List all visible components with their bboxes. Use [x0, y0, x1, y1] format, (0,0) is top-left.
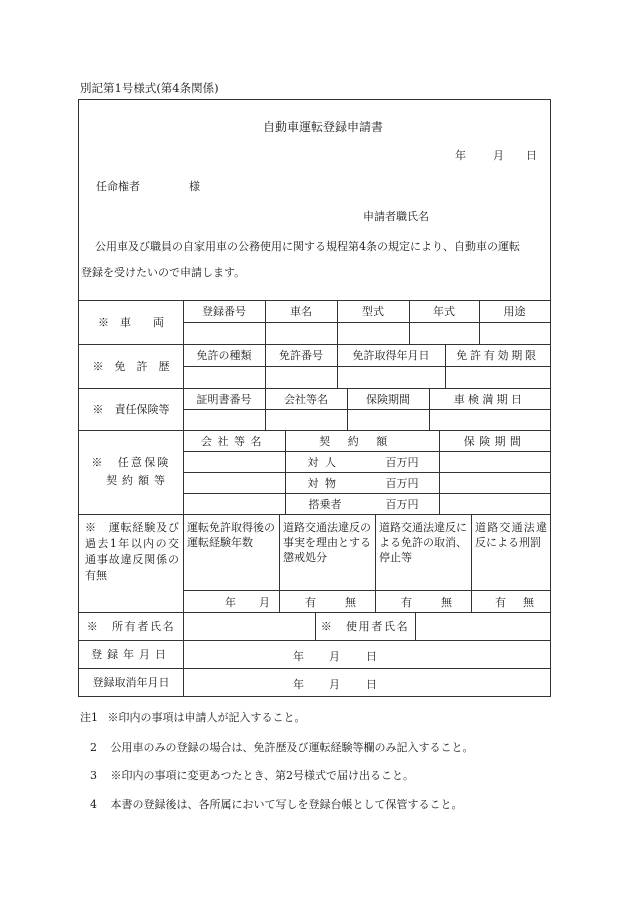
- note-3-text: ※印内の事項に変更あつたとき、第2号様式で届け出ること。: [110, 769, 415, 782]
- experience-value-month: 月: [259, 596, 270, 609]
- experience-header-years: 運転免許取得後の運転経験年数: [187, 521, 275, 549]
- vehicle-reg-no-field[interactable]: [184, 323, 264, 344]
- note-4-number: 4: [90, 798, 97, 811]
- vehicle-header-use: 用途: [503, 305, 526, 318]
- voluntary-header-company: 会社等名: [201, 434, 267, 448]
- user-name-field[interactable]: [416, 613, 550, 640]
- intro-line-1: 公用車及び職員の自家用車の公務使用に関する規程第4条の規定により、自動車の運転: [95, 240, 520, 253]
- penalty-no[interactable]: 無: [523, 596, 534, 609]
- note-4: [90, 796, 463, 812]
- voluntary-type-person: 対人: [307, 455, 343, 469]
- insurance-header-company: 会社等名: [284, 392, 328, 406]
- note-2-text: 公用車のみの登録の場合は、免許歴及び運転経験等欄のみ記入すること。: [110, 741, 474, 754]
- date-day: 日: [526, 149, 537, 162]
- discipline-no[interactable]: 無: [345, 596, 356, 609]
- insurance-period-field[interactable]: [348, 410, 428, 430]
- vehicle-year-field[interactable]: [410, 323, 478, 344]
- insurance-header-cert-no: 証明書番号: [196, 392, 252, 406]
- form-number-label: 別記第1号様式(第4条関係): [80, 81, 219, 95]
- vehicle-header-year: 年式: [433, 305, 455, 318]
- voluntary-company-field[interactable]: [184, 452, 284, 513]
- voluntary-label-line2: 契約額等: [106, 474, 170, 487]
- note-2-number: 2: [90, 741, 97, 754]
- application-form: [78, 99, 551, 697]
- cancellation-year: 年: [293, 678, 304, 691]
- voluntary-type-passenger: 搭乗者: [308, 497, 342, 511]
- experience-header-revocation: 道路交通法違反による免許の取消、停止等: [379, 521, 467, 564]
- voluntary-header-amount: 契約額: [319, 434, 405, 448]
- owner-name-field[interactable]: [184, 613, 314, 640]
- vehicle-header-model: 型式: [362, 305, 384, 318]
- vehicle-name-field[interactable]: [266, 323, 336, 344]
- insurance-inspection-field[interactable]: [430, 410, 550, 430]
- vehicle-header-reg-no: 登録番号: [202, 305, 246, 318]
- registration-day: 日: [366, 650, 377, 663]
- addressee-honorific: 様: [189, 180, 200, 193]
- note-1-number: 注1: [80, 711, 98, 724]
- registration-year: 年: [293, 650, 304, 663]
- intro-text: [79, 234, 549, 286]
- voluntary-unit-property: 百万円: [385, 476, 419, 490]
- license-label: ※ 免 許 歴: [92, 360, 170, 373]
- voluntary-label: [79, 430, 183, 514]
- license-header-acquired: 免許取得年月日: [352, 349, 430, 362]
- note-3: [90, 767, 414, 783]
- cancellation-month: 月: [329, 678, 340, 691]
- user-label: ※ 使用者氏名: [320, 620, 410, 633]
- revocation-yes[interactable]: 有: [401, 596, 412, 609]
- experience-value-year: 年: [225, 596, 236, 609]
- license-type-field[interactable]: [184, 367, 264, 388]
- vehicle-header-name: 車名: [290, 305, 312, 318]
- cancellation-day: 日: [366, 678, 377, 691]
- cancellation-date-label: 登録取消年月日: [92, 676, 170, 689]
- insurance-header-inspection: 車検満期日: [453, 392, 526, 406]
- license-header-number: 免許番号: [279, 349, 323, 362]
- voluntary-period-field[interactable]: [440, 452, 550, 513]
- experience-header-penalty: 道路交通法違反による刑罰: [475, 521, 547, 549]
- license-expiry-field[interactable]: [446, 367, 550, 388]
- discipline-yes[interactable]: 有: [305, 596, 316, 609]
- registration-month: 月: [329, 650, 340, 663]
- voluntary-label-line1: ※ 任意保険: [91, 456, 171, 469]
- license-header-type: 免許の種類: [196, 349, 252, 362]
- note-4-text: 本書の登録後は、各所属において写しを登録台帳として保管すること。: [110, 798, 463, 811]
- license-header-expiry: 免許有効期限: [456, 349, 539, 362]
- voluntary-header-period: 保険期間: [463, 434, 526, 448]
- insurance-header-period: 保険期間: [366, 392, 410, 406]
- date-month: 月: [493, 149, 504, 162]
- intro-line-2: 登録を受けたいので申請します。: [81, 266, 246, 279]
- voluntary-unit-person: 百万円: [385, 455, 419, 469]
- license-number-field[interactable]: [266, 367, 336, 388]
- experience-label: ※ 運転経験及び過去1年以内の交通事故違反関係の有無: [85, 521, 179, 582]
- voluntary-type-property: 対物: [307, 476, 343, 490]
- applicant-label: 申請者職氏名: [363, 210, 429, 223]
- note-2: [90, 739, 474, 755]
- vehicle-label: ※ 車 両: [98, 316, 164, 329]
- owner-label: ※ 所有者氏名: [86, 620, 176, 633]
- date-year: 年: [455, 149, 466, 162]
- experience-header-discipline: 道路交通法違反の事実を理由とする懲戒処分: [283, 521, 371, 564]
- insurance-label: ※ 責任保険等: [92, 403, 170, 416]
- form-title: 自動車運転登録申請書: [263, 120, 384, 134]
- note-1-text: ※印内の事項は申請人が記入すること。: [107, 711, 306, 724]
- registration-date-label: 登録年月日: [91, 648, 171, 661]
- revocation-no[interactable]: 無: [441, 596, 452, 609]
- note-1: [80, 709, 306, 725]
- insurance-cert-field[interactable]: [184, 410, 264, 430]
- voluntary-unit-passenger: 百万円: [385, 497, 419, 511]
- insurance-company-field[interactable]: [266, 410, 346, 430]
- vehicle-model-field[interactable]: [338, 323, 408, 344]
- vehicle-use-field[interactable]: [480, 323, 550, 344]
- note-3-number: 3: [90, 769, 97, 782]
- license-acquired-field[interactable]: [338, 367, 444, 388]
- addressee-role: 任命権者: [96, 180, 140, 193]
- penalty-yes[interactable]: 有: [495, 596, 506, 609]
